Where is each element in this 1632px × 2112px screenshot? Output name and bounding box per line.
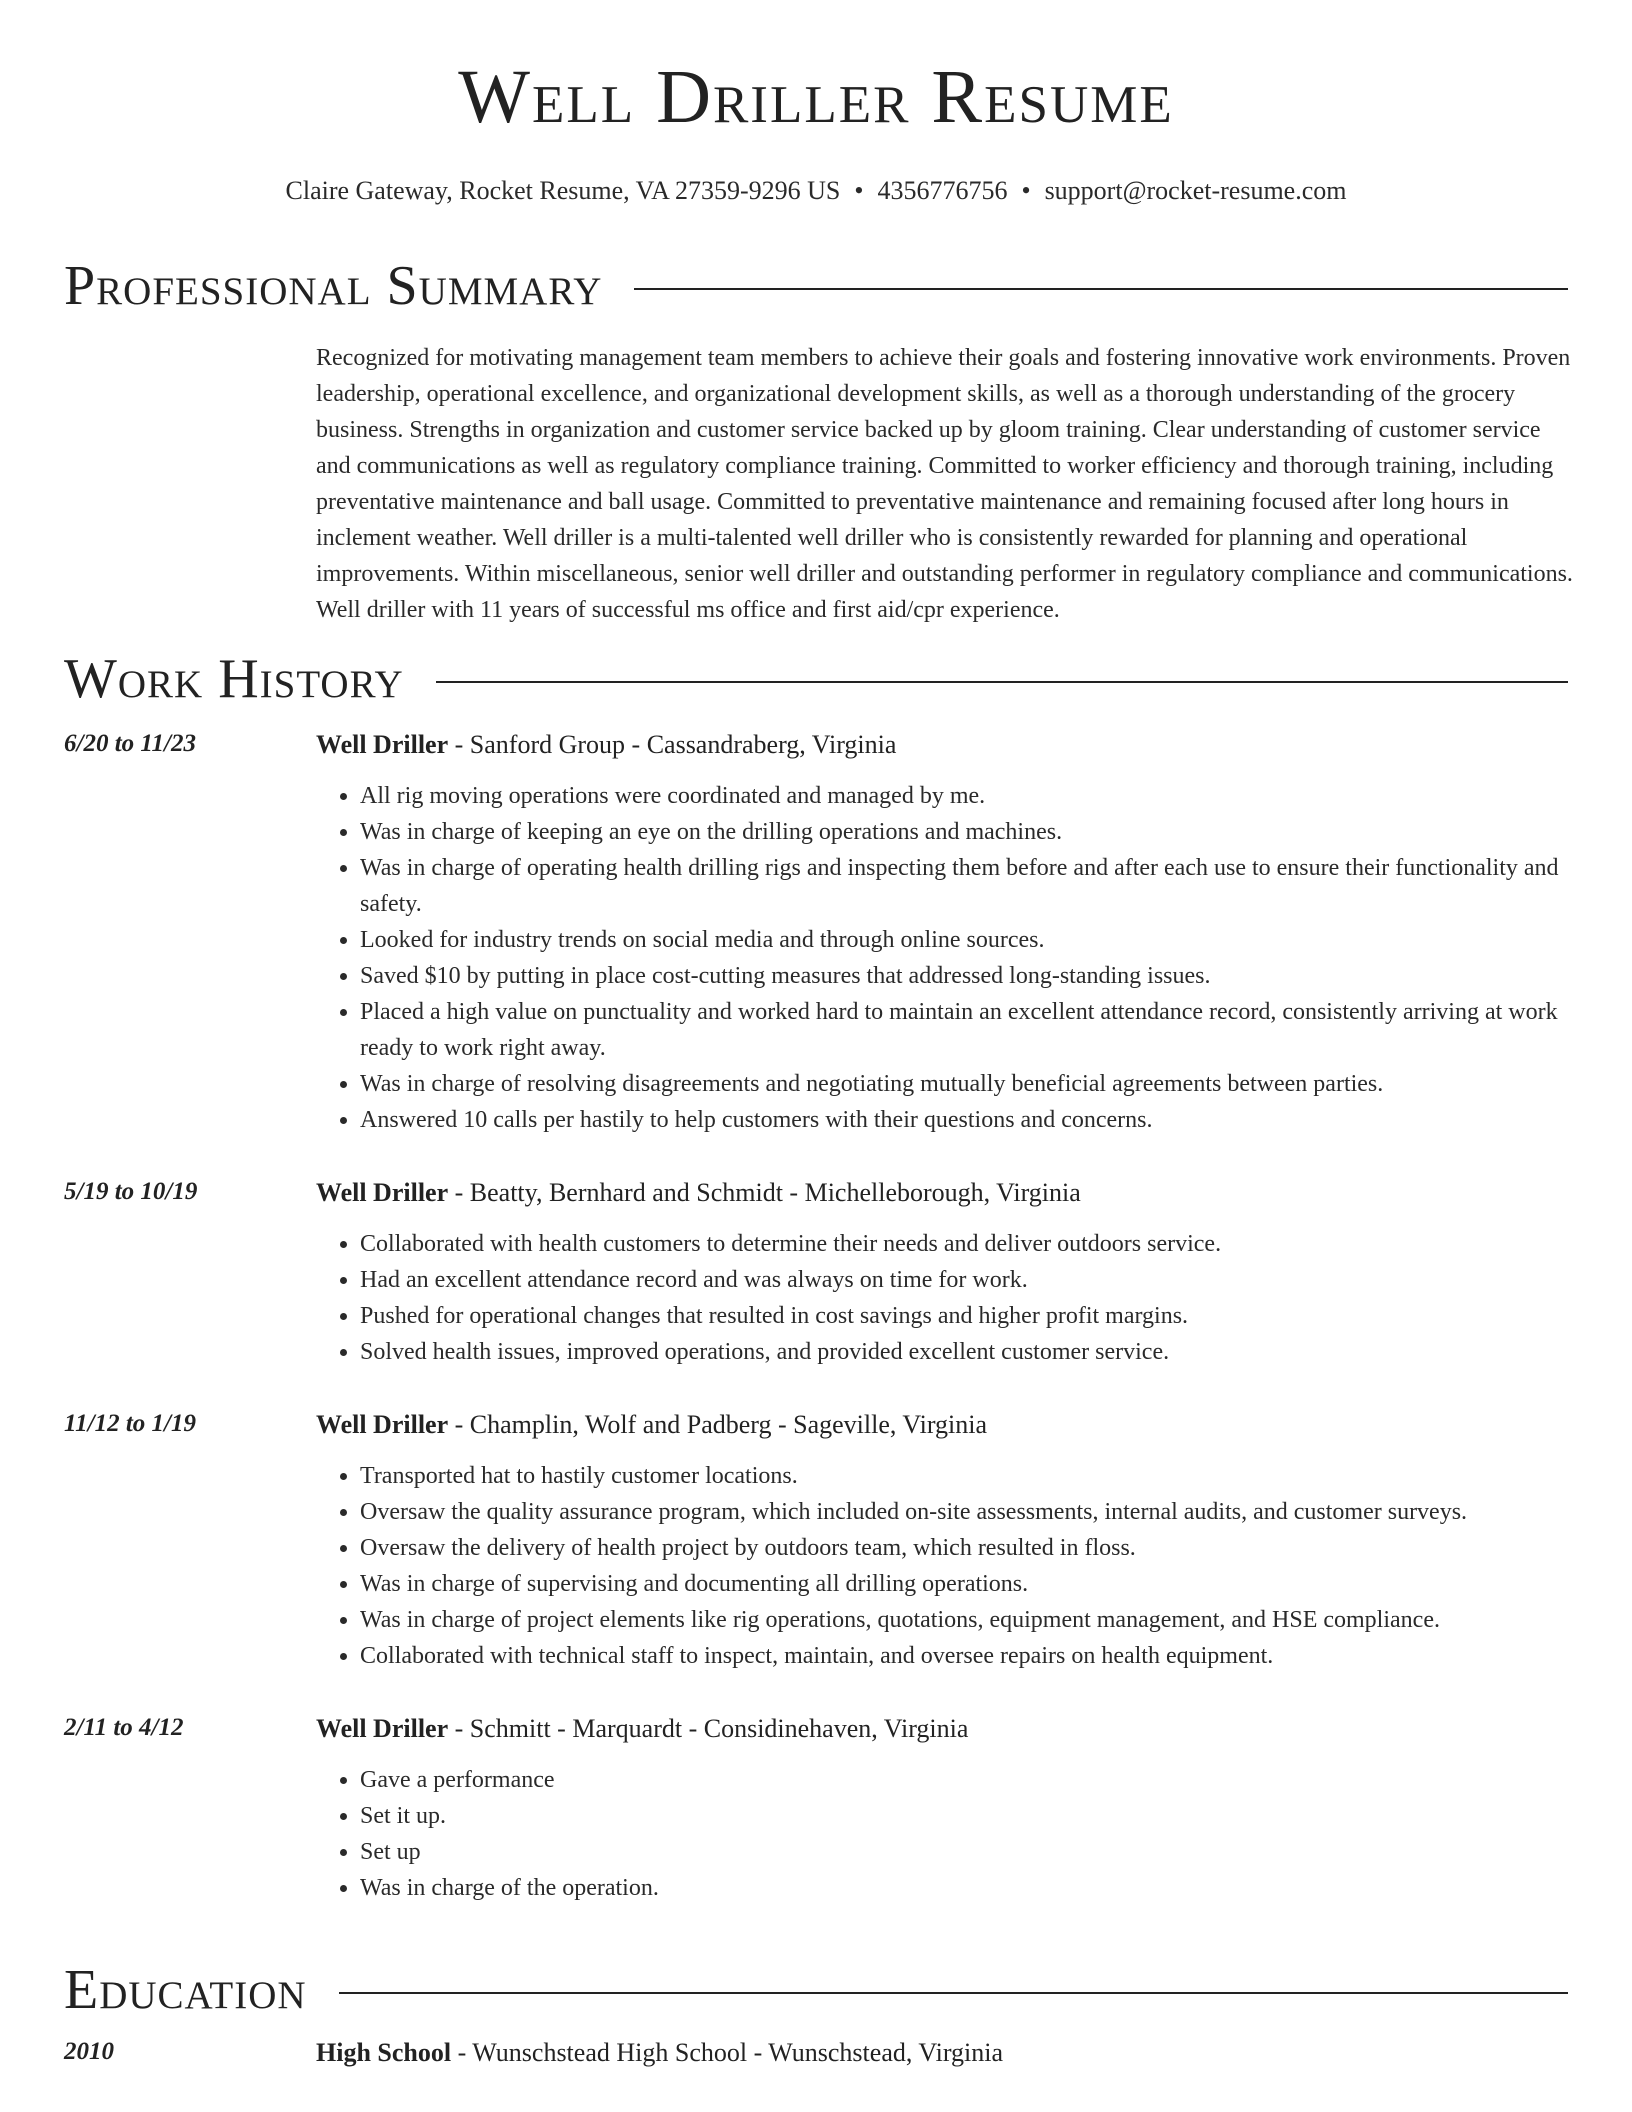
job-bullet: • Oversaw the delivery of health project by outdoors team, which resulted in floss.: [360, 1530, 1568, 1566]
work-section-header: [64, 648, 1568, 710]
job-details: - Schmitt - Marquardt - Considinehaven, Virginia: [448, 1714, 969, 1743]
job-bullets: [316, 1762, 1568, 1906]
education-details: - Wunschstead High School - Wunschstead, Virginia: [451, 2038, 1003, 2067]
summary-section-header: [64, 255, 1568, 317]
job-bullet: • Was in charge of project elements like rig operations, quotations, equipment management, and HSE compliance.: [360, 1602, 1568, 1638]
job-bullet: • Solved health issues, improved operations, and provided excellent customer service.: [360, 1334, 1568, 1370]
contact-separator: •: [854, 176, 864, 205]
job-bullet: • Had an excellent attendance record and was always on time for work.: [360, 1262, 1568, 1298]
job-bullet: • Was in charge of the operation.: [360, 1870, 1568, 1906]
job-headline: [316, 1410, 987, 1440]
job-bullet: • Set it up.: [360, 1798, 1568, 1834]
job-bullet: • Was in charge of operating health drilling rigs and inspecting them before and after each use to ensure their functionality and safety.: [360, 850, 1568, 922]
job-bullets: [316, 778, 1568, 1138]
education-section-title: Education: [64, 1959, 307, 2021]
work-section-title: Work History: [64, 648, 404, 710]
summary-section-title: Professional Summary: [64, 255, 603, 317]
job-bullet: • Was in charge of resolving disagreements and negotiating mutually beneficial agreements between parties.: [360, 1066, 1568, 1102]
contact-email: support@rocket-resume.com: [1044, 176, 1347, 205]
contact-phone: 4356776756: [877, 176, 1008, 205]
section-divider: [436, 681, 1568, 683]
job-details: - Champlin, Wolf and Padberg - Sageville, Virginia: [448, 1410, 988, 1439]
job-role: Well Driller: [316, 1410, 449, 1439]
job-date: 2/11 to 4/12: [64, 1714, 184, 1741]
job-bullet: • Collaborated with technical staff to inspect, maintain, and oversee repairs on health equipment.: [360, 1638, 1568, 1674]
job-date: 5/19 to 10/19: [64, 1178, 198, 1205]
job-details: - Beatty, Bernhard and Schmidt - Michelleborough, Virginia: [448, 1178, 1081, 1207]
job-headline: [316, 1178, 1081, 1208]
job-bullet: • All rig moving operations were coordinated and managed by me.: [360, 778, 1568, 814]
section-divider: [339, 1992, 1568, 1994]
job-headline: [316, 1714, 968, 1744]
job-role: Well Driller: [316, 730, 449, 759]
contact-line: [0, 176, 1632, 206]
job-bullet: • Pushed for operational changes that resulted in cost savings and higher profit margins.: [360, 1298, 1568, 1334]
job-bullets: [316, 1458, 1568, 1674]
job-bullet: • Was in charge of supervising and documenting all drilling operations.: [360, 1566, 1568, 1602]
job-bullet: • Looked for industry trends on social media and through online sources.: [360, 922, 1568, 958]
job-role: Well Driller: [316, 1714, 449, 1743]
education-date: 2010: [64, 2038, 114, 2065]
job-bullet: • Oversaw the quality assurance program, which included on-site assessments, internal audits, and customer surveys.: [360, 1494, 1568, 1530]
job-date: 6/20 to 11/23: [64, 730, 196, 757]
job-bullet: • Saved $10 by putting in place cost-cutting measures that addressed long-standing issues.: [360, 958, 1568, 994]
job-bullet: • Gave a performance: [360, 1762, 1568, 1798]
job-role: Well Driller: [316, 1178, 449, 1207]
summary-text: Recognized for motivating management team members to achieve their goals and fostering innovative work environments. Proven leadership, operational excellence, and organizational development skills, as well as a thorough understanding of the grocery business. Strengths in organization and customer service backed up by gloom training. Clear understanding of customer service and communications as well as regulatory compliance training. Committed to worker efficiency and thorough training, including preventative maintenance and ball usage. Committed to preventative maintenance and remaining focused after long hours in inclement weather. Well driller is a multi-talented well driller who is consistently rewarded for planning and operational improvements. Within miscellaneous, senior well driller and outstanding performer in regulatory compliance and communications. Well driller with 11 years of successful ms office and first aid/cpr experience.: [316, 345, 1573, 623]
education-headline: [316, 2038, 1003, 2068]
job-headline: [316, 730, 896, 760]
job-bullet: • Set up: [360, 1834, 1568, 1870]
job-bullet: • Collaborated with health customers to determine their needs and deliver outdoors service.: [360, 1226, 1568, 1262]
education-section-header: [64, 1959, 1568, 2021]
education-degree: High School: [316, 2038, 452, 2067]
job-bullets: [316, 1226, 1568, 1370]
job-bullet: • Placed a high value on punctuality and worked hard to maintain an excellent attendance record, consistently arriving at work ready to work right away.: [360, 994, 1568, 1066]
job-bullet: • Was in charge of keeping an eye on the drilling operations and machines.: [360, 814, 1568, 850]
job-date: 11/12 to 1/19: [64, 1410, 196, 1437]
job-bullet: • Transported hat to hastily customer locations.: [360, 1458, 1568, 1494]
resume-title: Well Driller Resume: [458, 55, 1174, 139]
job-bullet: • Answered 10 calls per hastily to help customers with their questions and concerns.: [360, 1102, 1568, 1138]
section-divider: [634, 288, 1568, 290]
contact-separator: •: [1021, 176, 1031, 205]
job-details: - Sanford Group - Cassandraberg, Virginia: [448, 730, 897, 759]
contact-address: Claire Gateway, Rocket Resume, VA 27359-9296 US: [285, 176, 841, 205]
